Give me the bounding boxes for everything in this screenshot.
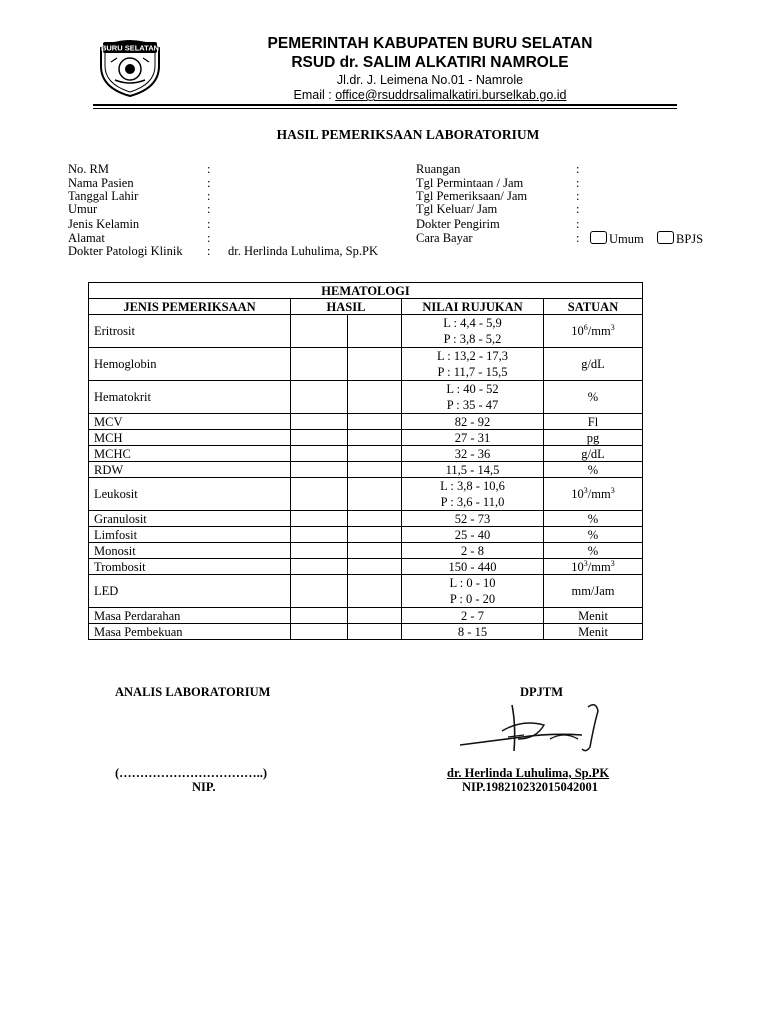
result-flag-cell[interactable] [348, 559, 402, 575]
result-flag-cell[interactable] [348, 624, 402, 640]
table-row [89, 478, 643, 511]
result-flag-cell[interactable] [348, 381, 402, 414]
label-umur: Umur [68, 202, 98, 216]
exam-name: Leukosit [89, 478, 291, 511]
result-cell[interactable] [291, 511, 348, 527]
reference-range: 25 - 40 [454, 527, 491, 542]
result-cell[interactable] [291, 462, 348, 478]
colon: : [207, 189, 211, 203]
exam-name: Hemoglobin [89, 348, 291, 381]
table-row [89, 575, 643, 608]
exam-name: Masa Pembekuan [89, 624, 291, 640]
reference-cell [402, 575, 544, 608]
payment-option-label: BPJS [676, 232, 704, 246]
reference-range: L : 4,4 - 5,9 [443, 316, 502, 330]
reference-range: 11,5 - 14,5 [445, 462, 500, 477]
unit-text: pg [586, 430, 600, 445]
result-cell[interactable] [291, 315, 348, 348]
table-row [89, 430, 643, 446]
exam-name: Eritrosit [89, 315, 291, 348]
colon: : [207, 231, 211, 245]
unit-text: % [587, 527, 599, 542]
reference-range: 2 - 7 [461, 608, 484, 623]
exam-name: Masa Perdarahan [89, 608, 291, 624]
unit-exponent-2: 3 [610, 322, 615, 332]
colon: : [207, 217, 211, 231]
reference-cell [402, 559, 544, 575]
reference-cell [402, 527, 544, 543]
result-flag-cell[interactable] [348, 430, 402, 446]
payment-option-umum[interactable] [590, 231, 644, 246]
result-cell[interactable] [291, 543, 348, 559]
unit-text: Fl [587, 414, 599, 429]
colon: : [207, 162, 211, 176]
table-row [89, 348, 643, 381]
colon: : [576, 231, 580, 245]
hematology-table [88, 282, 643, 640]
header-hasil: HASIL [291, 299, 402, 315]
document-title: HASIL PEMERIKSAAN LABORATORIUM [276, 127, 540, 142]
colon: : [576, 162, 580, 176]
result-cell[interactable] [291, 575, 348, 608]
reference-cell [402, 430, 544, 446]
unit-base: 10 [571, 559, 584, 574]
unit-cell [544, 624, 643, 640]
reference-range-female: P : 3,6 - 11,0 [440, 495, 505, 509]
result-flag-cell[interactable] [348, 315, 402, 348]
colon: : [576, 189, 580, 203]
result-flag-cell[interactable] [348, 543, 402, 559]
unit-cell [544, 543, 643, 559]
table-row [89, 559, 643, 575]
reference-range: 82 - 92 [454, 414, 491, 429]
letterhead-hospital: RSUD dr. SALIM ALKATIRI NAMROLE [291, 54, 569, 71]
unit-exponent-2: 3 [610, 558, 615, 568]
table-section-title: HEMATOLOGI [89, 283, 643, 299]
unit-exponent-2: 3 [610, 485, 615, 495]
unit-cell [544, 414, 643, 430]
result-cell[interactable] [291, 608, 348, 624]
result-flag-cell[interactable] [348, 608, 402, 624]
unit-text: % [587, 543, 599, 558]
unit-base: 10 [571, 487, 584, 501]
label-alamat: Alamat [68, 231, 105, 245]
unit-text: % [587, 511, 599, 526]
reference-cell [402, 381, 544, 414]
unit-cell [544, 478, 643, 511]
header-nilai-rujukan: NILAI RUJUKAN [402, 299, 544, 315]
unit-cell [544, 608, 643, 624]
reference-cell [402, 543, 544, 559]
label-dokter-pengirim: Dokter Pengirim [416, 217, 500, 231]
reference-range: L : 13,2 - 17,3 [436, 349, 509, 363]
unit-cell [544, 559, 643, 575]
label-dokter-patologi: Dokter Patologi Klinik [68, 244, 183, 258]
unit-suffix: /mm [587, 559, 611, 574]
unit-cell [544, 315, 643, 348]
table-row [89, 608, 643, 624]
reference-range: 2 - 8 [461, 543, 484, 558]
result-flag-cell[interactable] [348, 348, 402, 381]
unit-cell [544, 527, 643, 543]
reference-cell [402, 462, 544, 478]
table-row [89, 315, 643, 348]
reference-cell [402, 446, 544, 462]
table-row [89, 543, 643, 559]
table-row [89, 414, 643, 430]
reference-cell [402, 511, 544, 527]
result-flag-cell[interactable] [348, 527, 402, 543]
result-cell[interactable] [291, 624, 348, 640]
unit-text: Menit [578, 624, 608, 639]
letterhead-government: PEMERINTAH KABUPATEN BURU SELATAN [267, 35, 593, 52]
colon: : [576, 202, 580, 216]
reference-range-female: P : 0 - 20 [449, 592, 496, 606]
unit-cell [544, 462, 643, 478]
reference-range: 27 - 31 [454, 430, 491, 445]
doctor-nip: NIP.198210232015042001 [462, 780, 599, 794]
colon: : [207, 244, 211, 258]
letterhead-address: Jl.dr. J. Leimena No.01 - Namrole [336, 73, 524, 87]
unit-cell [544, 348, 643, 381]
result-cell[interactable] [291, 527, 348, 543]
result-cell[interactable] [291, 414, 348, 430]
table-body [89, 315, 643, 640]
handwritten-signature [452, 695, 614, 757]
reference-range: L : 0 - 10 [449, 576, 496, 590]
reference-range-female: P : 3,8 - 5,2 [443, 332, 502, 346]
unit-suffix: /mm [587, 487, 611, 501]
nip-label-analyst: NIP. [192, 780, 216, 794]
unit-exponent: 6 [583, 322, 588, 332]
result-cell[interactable] [291, 430, 348, 446]
unit-text: g/dL [581, 357, 605, 371]
exam-name: Monosit [89, 543, 291, 559]
reference-range: 150 - 440 [448, 559, 497, 574]
reference-range: L : 40 - 52 [446, 382, 499, 396]
colon: : [576, 176, 580, 190]
table-row [89, 446, 643, 462]
checkbox-icon[interactable] [590, 231, 607, 244]
unit-text: Menit [578, 608, 608, 623]
header-satuan: SATUAN [544, 299, 643, 315]
label-tgl-permintaan: Tgl Permintaan / Jam [416, 176, 524, 190]
unit-suffix: /mm [587, 324, 611, 338]
unit-cell [544, 446, 643, 462]
exam-name: LED [89, 575, 291, 608]
email-label: Email : [293, 88, 336, 102]
reference-cell [402, 414, 544, 430]
email-link[interactable]: office@rsuddrsalimalkatiri.burselkab.go.id [335, 88, 567, 102]
letterhead-email-line [0, 88, 768, 102]
exam-name: MCV [89, 414, 291, 430]
reference-cell [402, 608, 544, 624]
unit-text: % [587, 462, 599, 477]
unit-cell [544, 381, 643, 414]
exam-name: RDW [89, 462, 291, 478]
result-cell[interactable] [291, 446, 348, 462]
reference-range: 8 - 15 [457, 624, 488, 639]
result-flag-cell[interactable] [348, 478, 402, 511]
reference-range: L : 3,8 - 10,6 [440, 479, 505, 493]
table-row [89, 624, 643, 640]
table-row [89, 527, 643, 543]
label-tgl-pemeriksaan: Tgl Pemeriksaan/ Jam [416, 189, 528, 203]
label-no-rm: No. RM [68, 162, 109, 176]
label-tanggal-lahir: Tanggal Lahir [68, 189, 139, 203]
unit-text: g/dL [581, 446, 605, 461]
unit-exponent: 3 [583, 485, 588, 495]
reference-cell [402, 624, 544, 640]
letterhead-rule-thin [93, 108, 677, 109]
exam-name: Hematokrit [89, 381, 291, 414]
colon: : [207, 176, 211, 190]
table-row [89, 381, 643, 414]
table-row [89, 511, 643, 527]
label-cara-bayar: Cara Bayar [416, 231, 473, 245]
exam-name: MCH [89, 430, 291, 446]
unit-cell [544, 575, 643, 608]
logo-text: BURU SELATAN [100, 43, 160, 53]
signature-title-analyst: ANALIS LABORATORIUM [115, 685, 271, 699]
label-nama-pasien: Nama Pasien [68, 176, 134, 190]
label-tgl-keluar: Tgl Keluar/ Jam [416, 202, 498, 216]
exam-name: MCHC [89, 446, 291, 462]
result-cell[interactable] [291, 478, 348, 511]
reference-cell [402, 315, 544, 348]
unit-cell [544, 511, 643, 527]
payment-option-label: Umum [609, 232, 644, 246]
result-cell[interactable] [291, 348, 348, 381]
result-flag-cell[interactable] [348, 511, 402, 527]
result-flag-cell[interactable] [348, 414, 402, 430]
payment-option-bpjs[interactable] [657, 231, 703, 246]
reference-range: 52 - 73 [454, 511, 491, 526]
label-ruangan: Ruangan [416, 162, 461, 176]
result-flag-cell[interactable] [348, 446, 402, 462]
reference-cell [402, 348, 544, 381]
colon: : [207, 202, 211, 216]
reference-range-female: P : 35 - 47 [446, 398, 499, 412]
result-cell[interactable] [291, 559, 348, 575]
unit-text: mm/Jam [571, 584, 615, 598]
result-flag-cell[interactable] [348, 575, 402, 608]
unit-exponent: 3 [583, 558, 588, 568]
unit-text: % [587, 390, 599, 404]
label-jenis-kelamin: Jenis Kelamin [68, 217, 140, 231]
exam-name: Trombosit [89, 559, 291, 575]
reference-range-female: P : 11,7 - 15,5 [437, 365, 508, 379]
value-dokter-patologi: dr. Herlinda Luhulima, Sp.PK [228, 244, 378, 258]
doctor-name: dr. Herlinda Luhulima, Sp.PK [447, 766, 610, 780]
letterhead-rule-thick [93, 104, 677, 106]
table-row [89, 462, 643, 478]
reference-cell [402, 478, 544, 511]
signature-line-analyst: (……………………………..) [115, 766, 268, 780]
header-jenis-pemeriksaan: JENIS PEMERIKSAAN [89, 299, 291, 315]
checkbox-icon[interactable] [657, 231, 674, 244]
colon: : [576, 217, 580, 231]
signature-title-dpjtm: DPJTM [520, 685, 564, 699]
reference-range: 32 - 36 [454, 446, 491, 461]
result-cell[interactable] [291, 381, 348, 414]
unit-base: 10 [571, 324, 584, 338]
exam-name: Limfosit [89, 527, 291, 543]
exam-name: Granulosit [89, 511, 291, 527]
result-flag-cell[interactable] [348, 462, 402, 478]
unit-cell [544, 430, 643, 446]
